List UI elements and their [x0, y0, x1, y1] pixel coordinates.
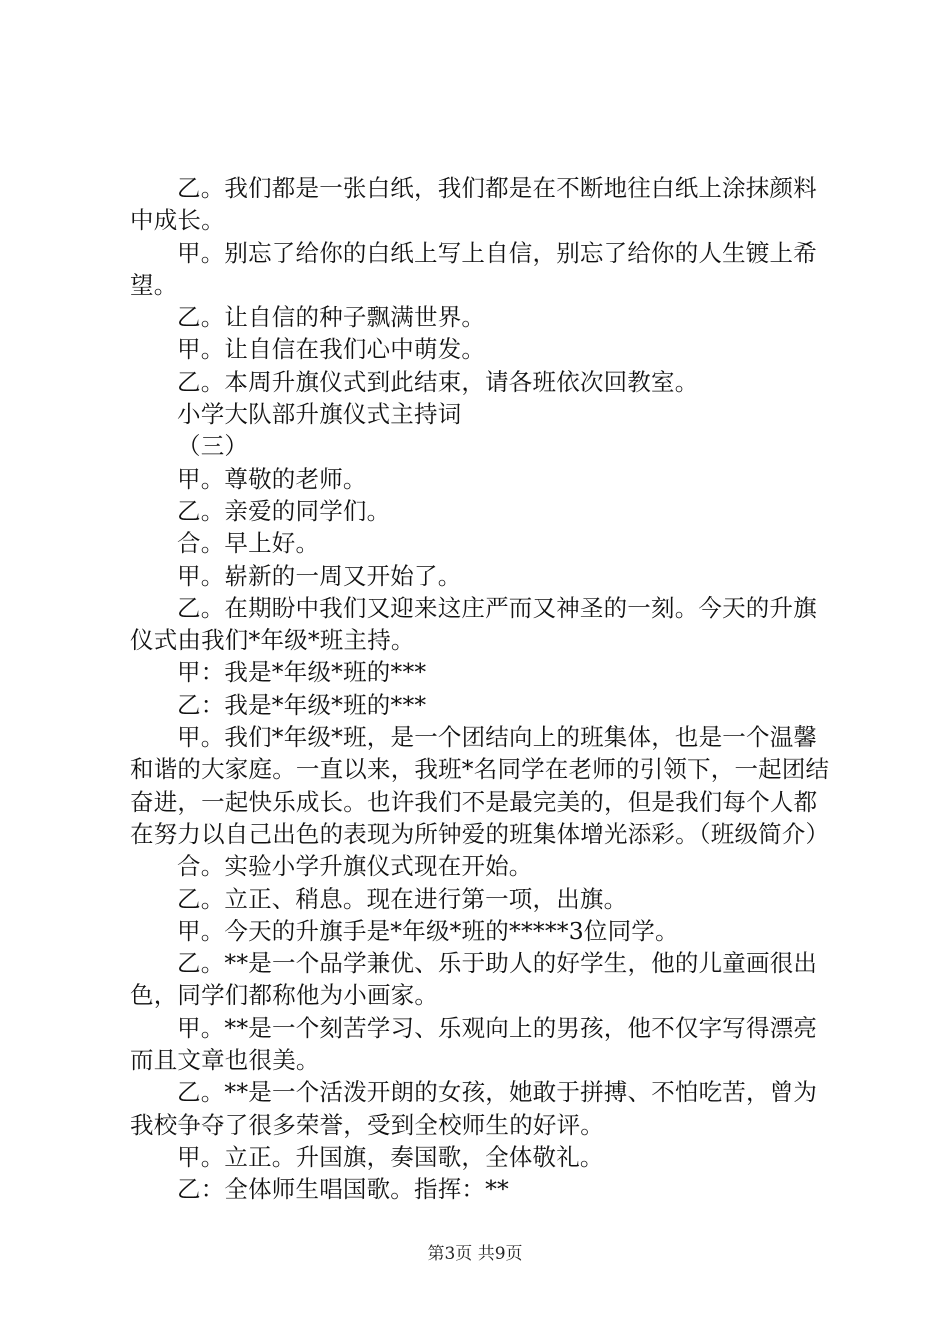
- paragraph: 甲。崭新的一周又开始了。: [177, 561, 462, 590]
- paragraph: 合。早上好。: [177, 529, 320, 558]
- section-title: 小学大队部升旗仪式主持词: [177, 400, 462, 429]
- paragraph: 乙。本周升旗仪式到此结束，请各班依次回教室。: [177, 367, 699, 396]
- paragraph: 乙。立正、稍息。现在进行第一项，出旗。: [177, 884, 628, 913]
- paragraph: 甲。**是一个刻苦学习、乐观向上的男孩，他不仅字写得漂亮而且文章也很美。: [130, 1013, 818, 1075]
- paragraph: 乙。**是一个活泼开朗的女孩，她敢于拼搏、不怕吃苦，曾为我校争夺了很多荣誉，受到全校师生的好评。: [130, 1078, 818, 1139]
- paragraph: 乙。**是一个品学兼优、乐于助人的好学生，他的儿童画很出色，同学们都称他为小画家。: [130, 949, 818, 1010]
- paragraph: 甲。别忘了给你的白纸上写上自信，别忘了给你的人生镀上希望。: [130, 238, 817, 299]
- paragraph: 甲。我们*年级*班，是一个团结向上的班集体，也是一个温馨和谐的大家庭。一直以来，我班*名同学在老师的引领下，一起团结奋进，一起快乐成长。也许我们不是最完美的，但是我们每个人都在努力以自己出色的表现为所钟爱的班集体增光添彩。（班级简介）: [130, 723, 830, 848]
- paragraph: 乙：我是*年级*班的***: [177, 690, 427, 719]
- paragraph: 甲。让自信在我们心中萌发。: [177, 335, 486, 364]
- paragraph: 甲：我是*年级*班的***: [177, 658, 427, 687]
- paragraph: 乙。我们都是一张白纸，我们都是在不断地往白纸上涂抹颜料中成长。: [130, 174, 817, 235]
- paragraph: 合。实验小学升旗仪式现在开始。: [177, 852, 533, 881]
- paragraph: 甲。立正。升国旗，奏国歌，全体敬礼。: [177, 1142, 604, 1171]
- paragraph: 乙：全体师生唱国歌。指挥：**: [177, 1175, 509, 1204]
- document-body: [130, 172, 835, 1206]
- paragraph: 乙。在期盼中我们又迎来这庄严而又神圣的一刻。今天的升旗仪式由我们*年级*班主持。: [130, 593, 817, 655]
- paragraph: 甲。今天的升旗手是*年级*班的*****3位同学。: [177, 916, 679, 945]
- paragraph: 乙。让自信的种子飘满世界。: [177, 303, 486, 332]
- paragraph: 乙。亲爱的同学们。: [177, 496, 391, 525]
- page-footer: 第3页 共9页: [427, 1244, 523, 1264]
- section-number: （三）: [177, 432, 249, 461]
- paragraph: 甲。尊敬的老师。: [177, 464, 367, 493]
